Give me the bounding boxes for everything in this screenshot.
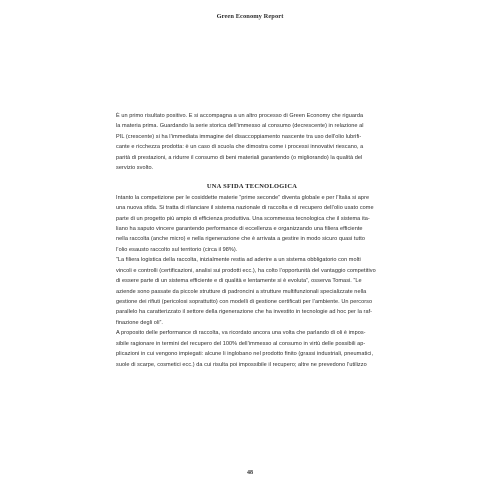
paragraph-intro — [116, 111, 388, 174]
text-line: servizio svolto. — [116, 165, 154, 172]
text-line: sibile ragionare in termini del recupero del 100% dell’immesso al consumo in virtù delle possibili ap- — [116, 340, 366, 347]
text-line: di essere parte di un sistema efficiente e di qualità e lentamente si è evoluta”, osserva Tomasi. “Le — [116, 278, 362, 285]
text-line: l’olio esausto raccolto sul territorio (circa il 98%). — [116, 246, 238, 253]
text-line: nella raccolta (anche micro) e nella rigenerazione che è arrivata a gestire in modo sicuro quasi tutto — [116, 236, 365, 243]
text-line: finazione degli oli”. — [116, 319, 163, 326]
text-line: gestione dei rifiuti (pericolosi soprattutto) con modelli di gestione certificati per l’ambiente. Un percorso — [116, 299, 373, 305]
text-line: Intanto la competizione per le cosiddette materie “prime seconde” diventa globale e per l’Italia si apre — [116, 194, 370, 201]
text-line: parte di un progetto più ampio di efficienza produttiva. Una scommessa tecnologica che il sistema ita- — [116, 215, 370, 222]
body-text — [116, 111, 388, 370]
text-line: suole di scarpe, cosmetici ecc.) da cui risulta poi impossibile il recupero; altre ne prevedono l’utilizzo — [116, 361, 367, 368]
text-line: una nuova sfida. Si tratta di rilanciare il sistema nazionale di raccolta e di recupero dell’olio usato come — [116, 205, 374, 212]
text-line: liano ha saputo vincere garantendo performance di eccellenza e organizzando una filiera efficiente — [116, 225, 363, 232]
text-line: la materia prima. Guardando la serie storica dell’immesso al consumo (decrescente) in relazione al — [116, 123, 364, 130]
text-line: cante e ricchezza prodotta: è un caso di scuola che dimostra come i processi innovativi riescano, a — [116, 144, 364, 151]
text-line: È un primo risultato positivo. E si accompagna a un altro processo di Green Economy che riguarda — [116, 113, 364, 119]
text-line: vincoli e controlli (certificazioni, analisi sui prodotti ecc.), ha colto l’opportunità del vantaggio competitivo — [116, 267, 376, 274]
paragraph-sfida — [116, 193, 388, 370]
running-header: Green Economy Report — [216, 13, 284, 20]
text-line: parallelo ha caratterizzato il settore della rigenerazione che ha investito in tecnologie ad hoc per la raf- — [116, 309, 373, 316]
text-line: plicazioni in cui vengono impiegati: alcune li ingloban​o nel prodotto finito (grassi industriali, pneumatici, — [116, 351, 374, 358]
text-line: parità di prestazioni, a ridurre il consumo di beni materiali garantendo (o migliorando) la qualità del — [116, 154, 363, 161]
text-line: aziende sono passate da piccole strutture di padroncini a strutture multifunzionali specializzate nella — [116, 288, 367, 295]
page-number: 48 — [247, 470, 253, 476]
text-line: A proposito delle performance di raccolta, va ricordato ancora una volta che parlando di oli è impos- — [116, 330, 366, 337]
text-line: “La filiera logistica della raccolta, inizialmente restia ad aderire a un sistema obbligatorio con molti — [116, 257, 361, 264]
text-line: PIL (crescente) si ha l’immediata immagine del disaccoppiamento nascente tra uso dell’olio lubrifi- — [116, 133, 362, 140]
section-heading: UNA SFIDA TECNOLOGICA — [206, 182, 298, 190]
